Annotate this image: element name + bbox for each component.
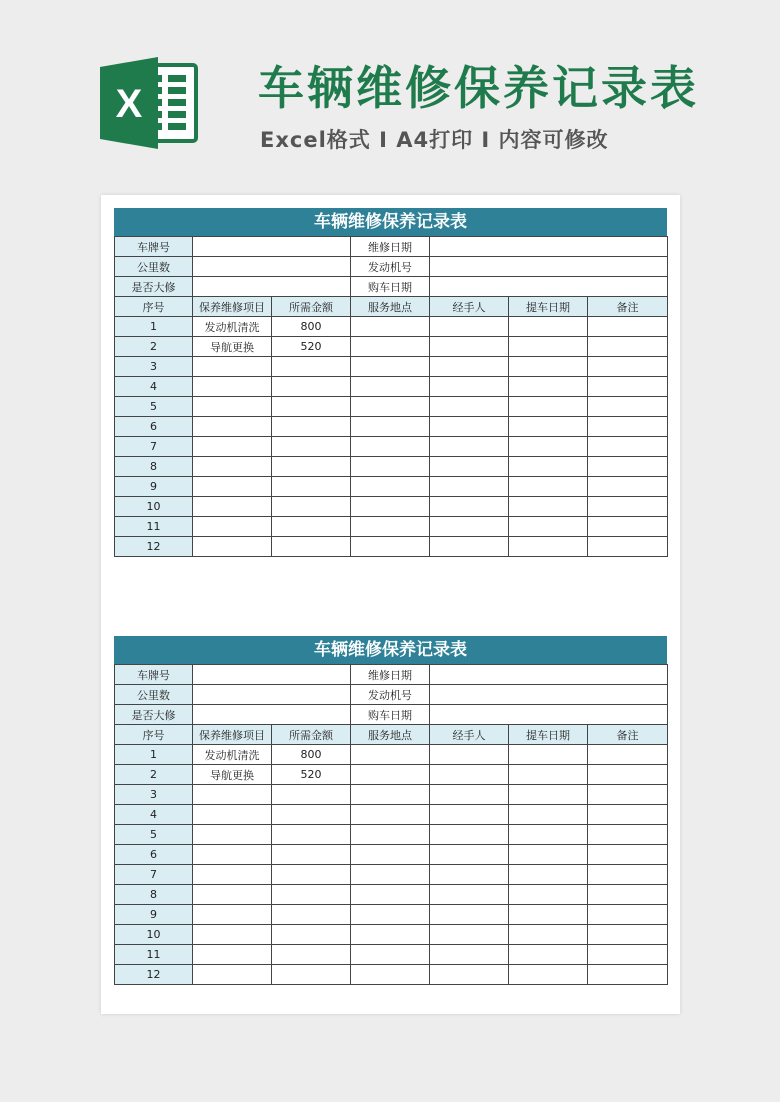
table-row [115,357,668,377]
column-header: 备注 [588,297,668,317]
row-number: 8 [115,885,193,905]
table-cell[interactable] [272,417,351,437]
info-label: 购车日期 [351,705,430,725]
table-cell[interactable] [430,785,509,805]
table-cell[interactable] [272,805,351,825]
table-cell[interactable] [351,397,430,417]
row-number: 5 [115,397,193,417]
row-number: 1 [115,317,193,337]
table-cell[interactable] [430,397,509,417]
table-row [115,337,668,357]
table-cell[interactable] [509,437,588,457]
table-cell[interactable] [193,825,272,845]
table-cell[interactable] [430,925,509,945]
table-row [115,785,668,805]
table-cell[interactable] [272,845,351,865]
table-cell[interactable] [430,497,509,517]
info-label: 维修日期 [351,237,430,257]
record-table [114,236,668,557]
info-row [115,277,668,297]
table-cell[interactable] [588,337,668,357]
table-cell[interactable] [351,457,430,477]
table-cell[interactable] [272,477,351,497]
table-cell[interactable] [588,357,668,377]
header-row [115,297,668,317]
table-cell[interactable] [351,477,430,497]
table-cell[interactable] [509,745,588,765]
info-label: 发动机号 [351,685,430,705]
table-cell[interactable] [351,785,430,805]
table-cell[interactable] [430,745,509,765]
table-cell[interactable] [588,905,668,925]
table-cell[interactable] [430,865,509,885]
table-cell[interactable] [351,825,430,845]
table-cell[interactable] [430,377,509,397]
table-cell[interactable] [272,825,351,845]
table-cell[interactable] [272,377,351,397]
table-cell[interactable] [193,905,272,925]
table-row [115,885,668,905]
table-cell[interactable] [430,357,509,377]
column-header: 备注 [588,725,668,745]
info-value-field[interactable] [193,257,351,277]
table-cell[interactable] [588,377,668,397]
table-cell[interactable] [351,317,430,337]
table-cell[interactable] [272,397,351,417]
table-cell[interactable] [193,377,272,397]
document-sheet [101,195,680,1014]
row-number: 2 [115,337,193,357]
table-cell[interactable] [351,965,430,985]
table-cell[interactable] [430,417,509,437]
table-cell[interactable] [509,825,588,845]
table-cell[interactable]: 520 [272,765,351,785]
table-cell[interactable]: 发动机清洗 [193,745,272,765]
table-cell[interactable] [272,517,351,537]
table-cell[interactable] [272,965,351,985]
info-value-field[interactable] [193,665,351,685]
table-cell[interactable] [588,397,668,417]
info-row [115,665,668,685]
row-number: 10 [115,925,193,945]
table-cell[interactable] [272,945,351,965]
column-header: 提车日期 [509,725,588,745]
row-number: 3 [115,357,193,377]
table-cell[interactable] [509,945,588,965]
table-cell[interactable] [588,437,668,457]
table-row [115,497,668,517]
record-title: 车辆维修保养记录表 [114,208,667,236]
table-row [115,397,668,417]
table-cell[interactable] [430,457,509,477]
table-cell[interactable] [509,845,588,865]
row-number: 12 [115,965,193,985]
table-cell[interactable] [430,945,509,965]
info-value-field[interactable] [430,237,668,257]
table-cell[interactable] [588,417,668,437]
row-number: 4 [115,377,193,397]
table-cell[interactable] [509,905,588,925]
table-cell[interactable] [509,477,588,497]
row-number: 1 [115,745,193,765]
table-cell[interactable] [351,377,430,397]
table-cell[interactable] [193,785,272,805]
table-cell[interactable]: 导航更换 [193,337,272,357]
table-cell[interactable] [430,825,509,845]
table-cell[interactable] [272,865,351,885]
table-cell[interactable] [272,925,351,945]
table-cell[interactable] [430,537,509,557]
info-label: 是否大修 [115,277,193,297]
table-cell[interactable]: 导航更换 [193,765,272,785]
table-cell[interactable] [351,517,430,537]
row-number: 12 [115,537,193,557]
table-cell[interactable] [509,865,588,885]
column-header: 提车日期 [509,297,588,317]
info-value-field[interactable] [193,685,351,705]
table-row [115,477,668,497]
table-cell[interactable] [509,885,588,905]
record-form [114,208,667,557]
row-number: 4 [115,805,193,825]
table-cell[interactable] [509,397,588,417]
table-cell[interactable] [272,357,351,377]
column-header: 所需金额 [272,725,351,745]
table-cell[interactable] [509,517,588,537]
info-row [115,705,668,725]
table-cell[interactable] [351,537,430,557]
column-header: 经手人 [430,297,509,317]
column-header: 服务地点 [351,297,430,317]
table-row [115,825,668,845]
table-cell[interactable] [588,825,668,845]
info-row [115,237,668,257]
table-cell[interactable] [193,865,272,885]
hero-banner [0,0,780,190]
table-cell[interactable] [509,965,588,985]
table-cell[interactable] [193,845,272,865]
table-cell[interactable] [588,805,668,825]
table-cell[interactable] [193,517,272,537]
table-cell[interactable] [272,785,351,805]
table-row [115,805,668,825]
row-number: 10 [115,497,193,517]
table-cell[interactable] [588,517,668,537]
table-cell[interactable] [430,885,509,905]
info-value-field[interactable] [430,257,668,277]
table-cell[interactable] [351,845,430,865]
row-number: 11 [115,517,193,537]
table-cell[interactable] [509,497,588,517]
table-cell[interactable] [588,477,668,497]
table-row [115,437,668,457]
table-cell[interactable] [351,745,430,765]
table-cell[interactable] [351,925,430,945]
table-cell[interactable]: 520 [272,337,351,357]
row-number: 9 [115,905,193,925]
table-row [115,845,668,865]
table-cell[interactable] [272,537,351,557]
table-cell[interactable] [193,397,272,417]
column-header: 服务地点 [351,725,430,745]
table-cell[interactable] [509,417,588,437]
info-value-field[interactable] [430,277,668,297]
table-cell[interactable] [272,457,351,477]
info-label: 公里数 [115,685,193,705]
excel-logo-letter: X [115,82,143,126]
table-cell[interactable] [272,437,351,457]
table-row [115,517,668,537]
table-row [115,925,668,945]
table-cell[interactable] [351,337,430,357]
table-row [115,965,668,985]
info-label: 是否大修 [115,705,193,725]
table-cell[interactable] [193,457,272,477]
table-cell[interactable] [588,885,668,905]
table-row [115,865,668,885]
table-cell[interactable] [193,437,272,457]
row-number: 7 [115,865,193,885]
table-cell[interactable] [588,865,668,885]
table-cell[interactable] [509,765,588,785]
column-header: 保养维修项目 [193,725,272,745]
table-cell[interactable] [588,925,668,945]
info-value-field[interactable] [430,685,668,705]
table-cell[interactable] [430,905,509,925]
table-cell[interactable] [430,765,509,785]
table-cell[interactable] [588,765,668,785]
table-cell[interactable] [351,885,430,905]
row-number: 11 [115,945,193,965]
table-cell[interactable] [430,965,509,985]
table-cell[interactable] [351,805,430,825]
info-value-field[interactable] [430,705,668,725]
info-label: 购车日期 [351,277,430,297]
row-number: 8 [115,457,193,477]
table-cell[interactable] [430,317,509,337]
row-number: 3 [115,785,193,805]
table-cell[interactable] [351,417,430,437]
table-cell[interactable] [588,965,668,985]
column-header: 序号 [115,725,193,745]
table-cell[interactable] [509,377,588,397]
column-header: 经手人 [430,725,509,745]
header-row [115,725,668,745]
table-cell[interactable] [588,537,668,557]
table-row [115,765,668,785]
record-form [114,636,667,985]
table-row [115,745,668,765]
column-header: 所需金额 [272,297,351,317]
table-cell[interactable] [430,437,509,457]
table-row [115,945,668,965]
table-cell[interactable] [351,945,430,965]
info-label: 车牌号 [115,237,193,257]
info-label: 车牌号 [115,665,193,685]
info-value-field[interactable] [193,705,351,725]
table-cell[interactable] [193,885,272,905]
table-cell[interactable] [272,905,351,925]
table-cell[interactable] [430,517,509,537]
table-cell[interactable] [351,865,430,885]
table-cell[interactable] [351,905,430,925]
info-value-field[interactable] [193,277,351,297]
info-label: 公里数 [115,257,193,277]
info-value-field[interactable] [193,237,351,257]
table-row [115,457,668,477]
table-cell[interactable] [588,317,668,337]
info-row [115,257,668,277]
table-cell[interactable] [588,785,668,805]
table-row [115,905,668,925]
excel-logo-icon [98,55,200,151]
row-number: 6 [115,845,193,865]
table-cell[interactable] [509,537,588,557]
info-label: 发动机号 [351,257,430,277]
info-row [115,685,668,705]
table-cell[interactable] [509,457,588,477]
table-cell[interactable] [509,317,588,337]
info-value-field[interactable] [430,665,668,685]
row-number: 5 [115,825,193,845]
table-cell[interactable] [588,745,668,765]
table-cell[interactable] [272,885,351,905]
hero-subtitle: Excel格式 I A4打印 I 内容可修改 [260,128,609,152]
info-label: 维修日期 [351,665,430,685]
table-cell[interactable] [193,497,272,517]
table-cell[interactable] [430,805,509,825]
table-cell[interactable] [509,337,588,357]
table-cell[interactable] [509,925,588,945]
table-cell[interactable] [351,357,430,377]
table-cell[interactable] [193,925,272,945]
table-cell[interactable] [430,845,509,865]
table-row [115,377,668,397]
column-header: 保养维修项目 [193,297,272,317]
table-cell[interactable] [351,765,430,785]
table-cell[interactable]: 800 [272,745,351,765]
table-cell[interactable] [272,497,351,517]
column-header: 序号 [115,297,193,317]
hero-title: 车辆维修保养记录表 [258,61,699,115]
table-cell[interactable] [588,945,668,965]
table-cell[interactable] [588,845,668,865]
table-cell[interactable] [193,965,272,985]
table-cell[interactable] [430,477,509,497]
table-cell[interactable] [430,337,509,357]
table-cell[interactable]: 800 [272,317,351,337]
table-cell[interactable] [351,497,430,517]
table-cell[interactable] [193,357,272,377]
table-cell[interactable] [509,785,588,805]
record-title: 车辆维修保养记录表 [114,636,667,664]
record-table [114,664,668,985]
table-cell[interactable] [588,497,668,517]
table-cell[interactable]: 发动机清洗 [193,317,272,337]
table-cell[interactable] [351,437,430,457]
table-cell[interactable] [193,805,272,825]
table-cell[interactable] [509,805,588,825]
table-row [115,317,668,337]
row-number: 9 [115,477,193,497]
table-cell[interactable] [193,417,272,437]
table-cell[interactable] [193,477,272,497]
table-cell[interactable] [588,457,668,477]
table-cell[interactable] [193,945,272,965]
row-number: 7 [115,437,193,457]
table-cell[interactable] [509,357,588,377]
table-row [115,417,668,437]
table-cell[interactable] [193,537,272,557]
row-number: 2 [115,765,193,785]
table-row [115,537,668,557]
row-number: 6 [115,417,193,437]
